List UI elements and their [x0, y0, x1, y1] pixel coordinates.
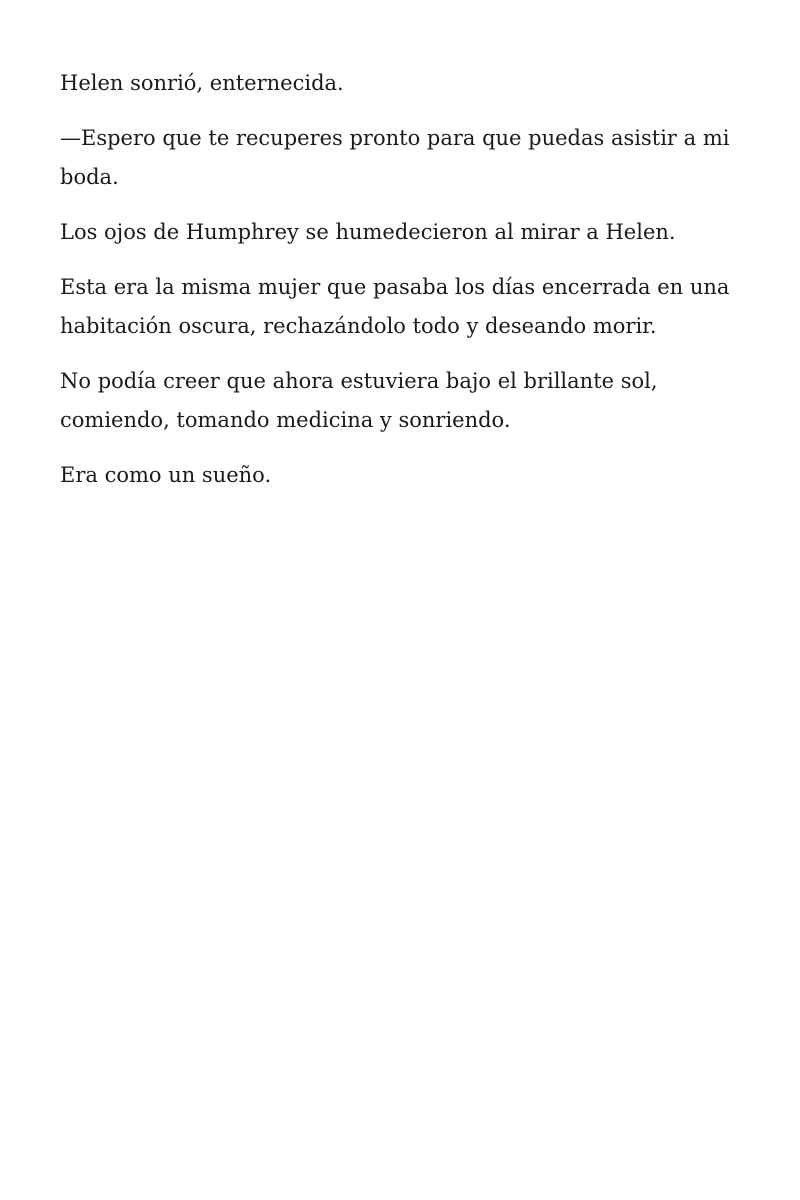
reading-page — [60, 64, 750, 511]
paragraph: Helen sonrió, enternecida. — [60, 71, 344, 95]
paragraph: No podía creer que ahora estuviera bajo el brillante sol, comiendo, tomando medicina y sonriendo. — [60, 369, 658, 432]
paragraph: Los ojos de Humphrey se humedecieron al mirar a Helen. — [60, 220, 676, 244]
paragraph: Era como un sueño. — [60, 463, 272, 487]
paragraph: Esta era la misma mujer que pasaba los días encerrada en una habitación oscura, rechazándolo todo y deseando morir. — [60, 275, 730, 338]
paragraph: —Espero que te recuperes pronto para que puedas asistir a mi boda. — [60, 126, 730, 189]
